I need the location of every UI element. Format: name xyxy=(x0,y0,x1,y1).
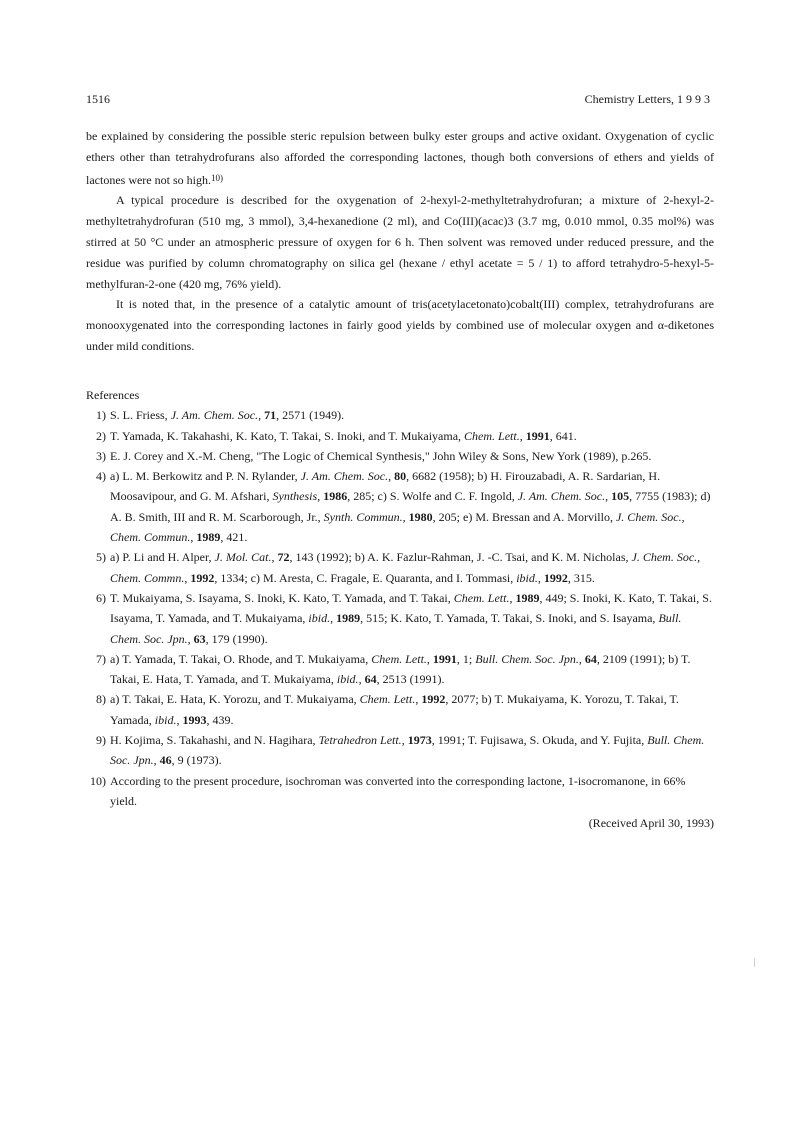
volume-number: 1986 xyxy=(323,489,348,504)
reference-run: , 439. xyxy=(206,712,234,727)
reference-text xyxy=(110,405,714,425)
reference-run: , xyxy=(258,408,265,423)
reference-number: 3) xyxy=(96,448,106,463)
reference-run: , 449; S. Inoki, K. Kato, T. Takai, S. Isayama, T. Yamada, and T. Mukaiyama, xyxy=(110,590,712,626)
reference-text xyxy=(110,649,714,690)
paragraph-conclusion: It is noted that, in the presence of a catalytic amount of tris(acetylacetonato)cobalt(III) complex, tetrahydrofurans are monooxygenated into the corresponding lactones in fairly good yields by combined use of molecular oxygen and α-diketones under mild conditions. xyxy=(86,297,714,353)
journal-name: Bull. Chem. Soc. Jpn. xyxy=(110,611,682,646)
reference-run: , xyxy=(401,733,408,748)
reference-number: 5) xyxy=(96,550,106,565)
article-body xyxy=(86,126,714,357)
page-number: 1516 xyxy=(86,92,110,106)
reference-number: 4) xyxy=(96,469,106,484)
reference-run: , 641. xyxy=(549,428,577,443)
journal-name: ibid. xyxy=(308,611,331,626)
reference-run: , xyxy=(153,753,160,768)
reference-run: , xyxy=(190,530,197,545)
reference-run: , 315. xyxy=(567,570,595,585)
volume-number: 1991 xyxy=(432,651,457,666)
reference-list xyxy=(86,405,714,811)
reference-text xyxy=(110,771,714,812)
volume-number: 63 xyxy=(193,631,206,646)
journal-name: J. Chem. Soc., Chem. Commn. xyxy=(110,550,701,585)
reference-run: a) L. M. Berkowitz and P. N. Rylander, xyxy=(110,469,301,484)
reference-run: a) T. Takai, E. Hata, K. Yorozu, and T. Mukaiyama, xyxy=(110,692,360,707)
volume-number: 1989 xyxy=(196,530,221,545)
reference-run: , 421. xyxy=(220,530,248,545)
reference-number: 1) xyxy=(96,408,106,423)
reference-run: T. Yamada, K. Takahashi, K. Kato, T. Takai, S. Inoki, and T. Mukaiyama, xyxy=(110,428,465,443)
journal-name: ibid. xyxy=(154,712,177,727)
volume-number: 105 xyxy=(611,489,630,504)
volume-number: 64 xyxy=(364,672,377,687)
reference-run: H. Kojima, S. Takahashi, and N. Hagihara, xyxy=(110,733,319,748)
reference-text xyxy=(110,426,714,446)
reference-run: E. J. Corey and X.-M. Cheng, "The Logic of Chemical Synthesis," John Wiley & Sons, New York (1989), p.265. xyxy=(110,448,652,463)
volume-number: 1992 xyxy=(190,570,215,585)
reference-run: S. L. Friess, xyxy=(110,408,171,423)
reference-run: , xyxy=(271,550,278,565)
reference-run: , 205; e) M. Bressan and A. Morvillo, xyxy=(432,509,616,524)
journal-name: Bull. Chem. Soc. Jpn. xyxy=(475,651,579,666)
volume-number: 1992 xyxy=(543,570,568,585)
reference-item xyxy=(86,771,714,812)
reference-item xyxy=(86,547,714,588)
reference-run: T. Mukaiyama, S. Isayama, S. Inoki, K. Kato, T. Yamada, and T. Takai, xyxy=(110,590,454,605)
journal-name: ibid. xyxy=(336,672,359,687)
reference-run: , 2077; b) T. Mukaiyama, K. Yorozu, T. Takai, T. Yamada, xyxy=(110,692,679,727)
reference-item xyxy=(86,426,714,446)
reference-run: , xyxy=(519,428,526,443)
reference-run: , xyxy=(358,672,365,687)
journal-name: J. Mol. Cat. xyxy=(214,550,272,565)
volume-number: 1973 xyxy=(407,733,432,748)
reference-item xyxy=(86,689,714,730)
received-date: (Received April 30, 1993) xyxy=(588,816,714,831)
volume-number: 64 xyxy=(584,651,597,666)
journal-name: J. Chem. Soc., Chem. Commun. xyxy=(110,509,685,545)
journal-name: ibid. xyxy=(516,570,538,585)
reference-text xyxy=(110,689,714,730)
reference-run: , xyxy=(402,509,409,524)
volume-number: 80 xyxy=(394,469,407,484)
reference-run: , 515; K. Kato, T. Yamada, T. Takai, S. Inoki, and S. Isayama, xyxy=(360,611,659,626)
reference-text xyxy=(110,466,714,547)
reference-run: a) T. Yamada, T. Takai, O. Rhode, and T. Mukaiyama, xyxy=(110,651,372,666)
references-heading: References xyxy=(86,388,140,402)
reference-number: 7) xyxy=(96,651,106,666)
reference-number: 8) xyxy=(96,692,106,707)
reference-run: , 6682 (1958); b) H. Firouzabadi, A. R. Sardarian, H. Moosavipour, and G. M. Afshari, xyxy=(110,469,661,504)
reference-run: , xyxy=(388,469,395,484)
references-section xyxy=(86,385,714,834)
volume-number: 1992 xyxy=(421,692,446,707)
reference-run: , xyxy=(426,651,433,666)
journal-title: Chemistry Letters, 1 9 9 3 xyxy=(584,92,710,106)
reference-item xyxy=(86,730,714,771)
reference-run: , xyxy=(509,590,516,605)
paragraph-1-text: be explained by considering the possible steric repulsion between bulky ester groups and active oxidant. Oxygenation of cyclic ethers other than tetrahydrofurans also afforded the corresponding lactones, though both conversions of ethers and yields of lactones were not so high. xyxy=(86,129,714,187)
reference-run: , xyxy=(415,692,422,707)
reference-run: , xyxy=(330,611,337,626)
journal-name: Chem. Lett. xyxy=(464,428,520,443)
page-header xyxy=(86,92,710,108)
journal-name: Chem. Lett. xyxy=(359,692,416,707)
volume-number: 1991 xyxy=(525,428,550,443)
volume-number: 46 xyxy=(159,753,172,768)
reference-run: , xyxy=(605,489,612,504)
reference-run: , xyxy=(317,489,324,504)
reference-number: 6) xyxy=(96,590,106,605)
reference-run: , 179 (1990). xyxy=(205,631,268,646)
reference-number: 2) xyxy=(96,428,106,443)
reference-run: , 9 (1973). xyxy=(171,753,222,768)
reference-run: , xyxy=(184,570,191,585)
reference-run: , 2571 (1949). xyxy=(276,408,345,423)
journal-name: Chem. Lett. xyxy=(371,651,427,666)
volume-number: 71 xyxy=(264,408,277,423)
reference-run: , 1; xyxy=(456,651,476,666)
journal-name: Tetrahedron Lett. xyxy=(318,733,402,748)
reference-item xyxy=(86,446,714,466)
footnote-ref-10: 10) xyxy=(210,172,223,183)
reference-run: , 2109 (1991); b) T. Takai, E. Hata, T. Yamada, and T. Mukaiyama, xyxy=(110,651,691,687)
reference-text xyxy=(110,730,714,771)
journal-name: Chem. Lett. xyxy=(453,590,510,605)
reference-run: , xyxy=(187,631,194,646)
paragraph-1 xyxy=(86,126,714,190)
journal-name: J. Am. Chem. Soc. xyxy=(517,489,606,504)
reference-item xyxy=(86,466,714,547)
reference-run: , 285; c) S. Wolfe and C. F. Ingold, xyxy=(347,489,518,504)
volume-number: 1993 xyxy=(182,712,207,727)
volume-number: 72 xyxy=(277,550,290,565)
reference-run: a) P. Li and H. Alper, xyxy=(110,550,215,565)
reference-run: , xyxy=(176,712,183,727)
reference-run: , xyxy=(578,651,585,666)
reference-run: , xyxy=(537,570,544,585)
reference-item xyxy=(86,588,714,649)
volume-number: 1989 xyxy=(336,611,361,626)
reference-run: , 1334; c) M. Aresta, C. Fragale, E. Quaranta, and I. Tommasi, xyxy=(214,570,517,585)
reference-run: , 7755 (1983); d) A. B. Smith, III and R. M. Scarborough, Jr., xyxy=(110,489,711,524)
reference-text xyxy=(110,588,714,649)
volume-number: 1980 xyxy=(408,509,433,524)
reference-run: , 1991; T. Fujisawa, S. Okuda, and Y. Fujita, xyxy=(431,733,648,748)
reference-run: According to the present procedure, isochroman was converted into the corresponding lactone, 1-isocromanone, in 66% yield. xyxy=(110,773,686,808)
journal-name: Bull. Chem. Soc. Jpn. xyxy=(110,733,705,768)
scan-mark xyxy=(754,958,755,967)
reference-item xyxy=(86,405,714,425)
reference-item xyxy=(86,649,714,690)
journal-name: J. Am. Chem. Soc. xyxy=(300,469,389,484)
paragraph-typical-procedure: A typical procedure is described for the oxygenation of 2-hexyl-2-methyltetrahydrofuran; a mixture of 2-hexyl-2-methyltetrahydrofuran (510 mg, 3 mmol), 3,4-hexanedione (2 ml), and Co(III)(acac)3 (3.7 mg, 0.010 mmol, 0.35 mol%) was stirred at 50 °C under an atmospheric pressure of oxygen for 6 h. Then solvent was removed under reduced pressure, and the residue was purified by column chromatography on silica gel (hexane / ethyl acetate = 5 / 1) to afford tetrahydro-5-hexyl-5-methylfuran-2-one (420 mg, 76% yield). xyxy=(86,193,714,291)
reference-text xyxy=(110,547,714,588)
reference-text xyxy=(110,446,714,466)
reference-run: , 143 (1992); b) A. K. Fazlur-Rahman, J. -C. Tsai, and K. M. Nicholas, xyxy=(289,550,632,565)
journal-name: J. Am. Chem. Soc. xyxy=(170,408,259,423)
volume-number: 1989 xyxy=(515,590,540,605)
reference-number: 9) xyxy=(96,733,106,748)
reference-number: 10) xyxy=(90,773,106,788)
reference-run: , 2513 (1991). xyxy=(376,672,445,687)
journal-name: Synth. Commun. xyxy=(323,509,403,524)
journal-name: Synthesis xyxy=(272,489,318,504)
